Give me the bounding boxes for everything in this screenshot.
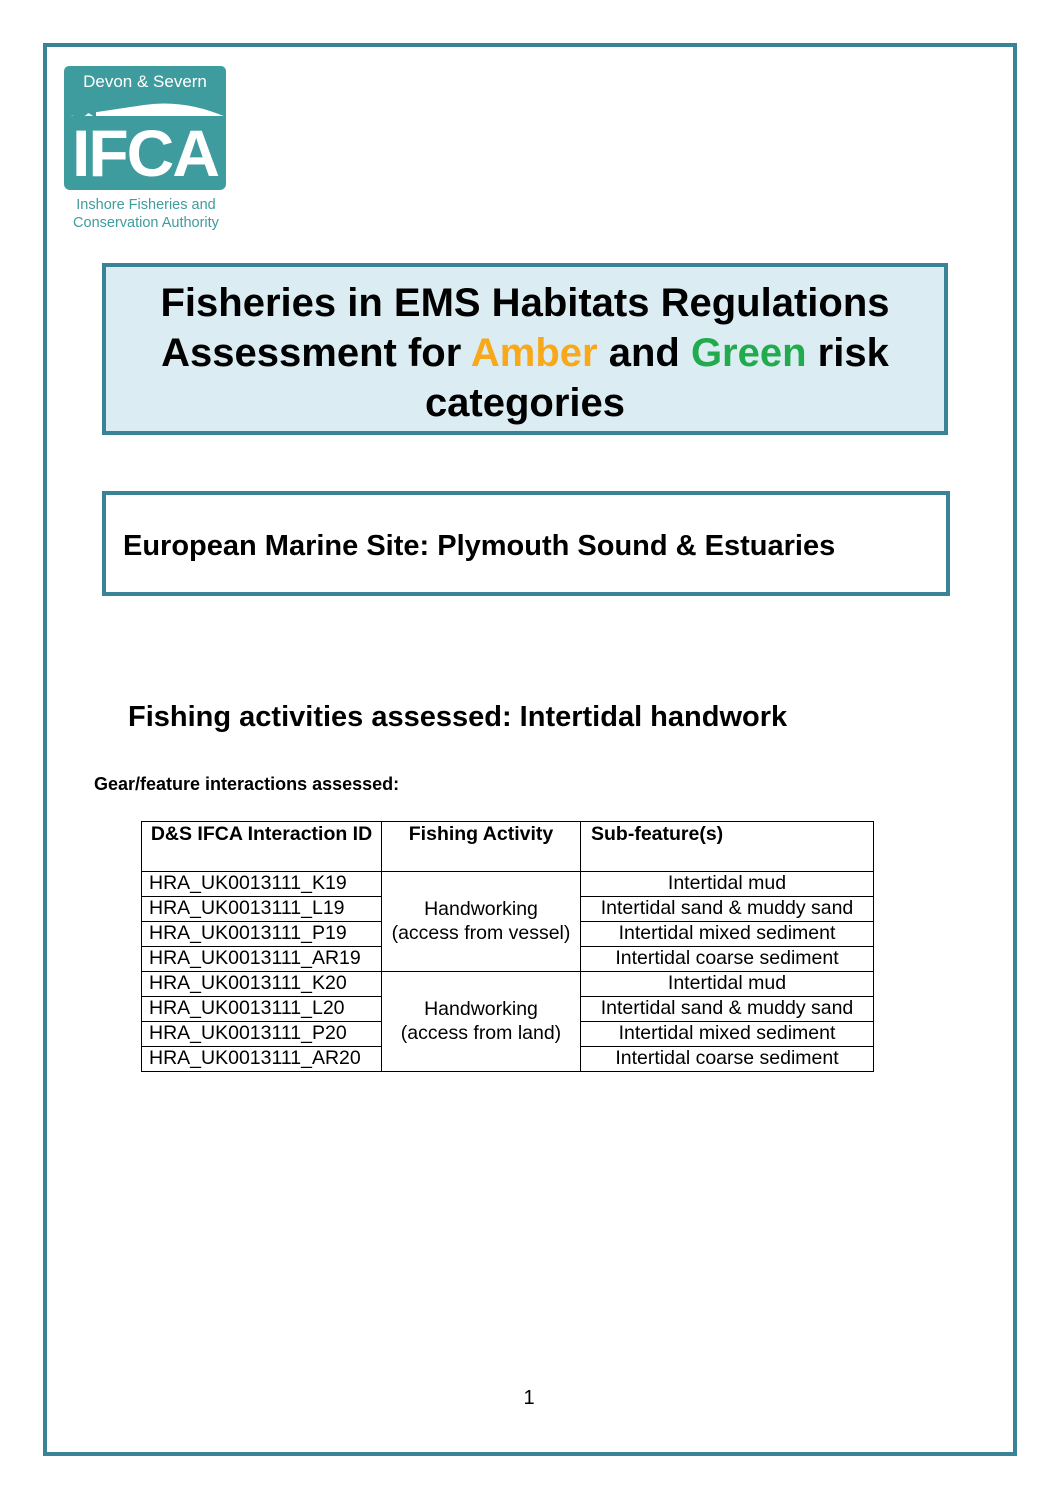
header-subfeatures: Sub-feature(s) xyxy=(581,822,874,872)
title-text-risk: risk xyxy=(806,331,889,375)
interaction-id-cell: HRA_UK0013111_P20 xyxy=(142,1022,382,1047)
interaction-id-cell: HRA_UK0013111_L20 xyxy=(142,997,382,1022)
title-line1: Fisheries in EMS Habitats Regulations xyxy=(160,281,890,325)
interaction-id-cell: HRA_UK0013111_P19 xyxy=(142,922,382,947)
interaction-id-cell: HRA_UK0013111_AR19 xyxy=(142,947,382,972)
subfeature-cell: Intertidal mixed sediment xyxy=(581,1022,874,1047)
subfeature-cell: Intertidal mixed sediment xyxy=(581,922,874,947)
logo-banner: Devon & Severn xyxy=(64,66,226,97)
title-line2 xyxy=(106,328,944,378)
interaction-id-cell: HRA_UK0013111_K19 xyxy=(142,872,382,897)
activity-line2: (access from land) xyxy=(400,1021,562,1044)
table-row xyxy=(142,872,874,897)
page-number: 1 xyxy=(523,1387,535,1409)
title-box xyxy=(102,263,948,435)
title-amber-word: Amber xyxy=(470,331,598,375)
subfeature-cell: Intertidal sand & muddy sand xyxy=(581,997,874,1022)
title-text-and: and xyxy=(597,331,691,375)
header-interaction-id: D&S IFCA Interaction ID xyxy=(142,822,382,872)
logo-subtitle xyxy=(64,196,228,232)
interaction-id-cell: HRA_UK0013111_AR20 xyxy=(142,1047,382,1072)
title-line3: categories xyxy=(424,381,626,425)
page-border xyxy=(43,43,1017,1456)
table-row xyxy=(142,972,874,997)
subfeature-cell: Intertidal mud xyxy=(581,972,874,997)
logo-subtitle-line2: Conservation Authority xyxy=(73,215,219,231)
subfeature-cell: Intertidal coarse sediment xyxy=(581,947,874,972)
interaction-id-cell: HRA_UK0013111_L19 xyxy=(142,897,382,922)
fishing-activity-cell xyxy=(382,972,581,1072)
interactions-table xyxy=(141,821,874,1072)
activity-line1: Handworking xyxy=(424,898,538,920)
subfeature-cell: Intertidal sand & muddy sand xyxy=(581,897,874,922)
document-title xyxy=(106,278,944,428)
fishing-activity-cell xyxy=(382,872,581,972)
header-fishing-activity: Fishing Activity xyxy=(382,822,581,872)
table-header-row xyxy=(142,822,874,872)
site-box xyxy=(102,491,950,596)
interaction-id-cell: HRA_UK0013111_K20 xyxy=(142,972,382,997)
subfeature-cell: Intertidal coarse sediment xyxy=(581,1047,874,1072)
title-green-word: Green xyxy=(690,331,807,375)
european-marine-site: European Marine Site: Plymouth Sound & Estuaries xyxy=(123,530,836,562)
gear-heading: Gear/feature interactions assessed: xyxy=(94,774,400,794)
activity-line2: (access from vessel) xyxy=(391,921,571,944)
activity-line1: Handworking xyxy=(424,998,538,1020)
title-text-assessment: Assessment for xyxy=(161,331,471,375)
logo-subtitle-line1: Inshore Fisheries and xyxy=(76,197,216,213)
activities-heading: Fishing activities assessed: Intertidal handwork xyxy=(128,701,788,733)
logo-acronym: IFCA xyxy=(64,116,226,190)
subfeature-cell: Intertidal mud xyxy=(581,872,874,897)
